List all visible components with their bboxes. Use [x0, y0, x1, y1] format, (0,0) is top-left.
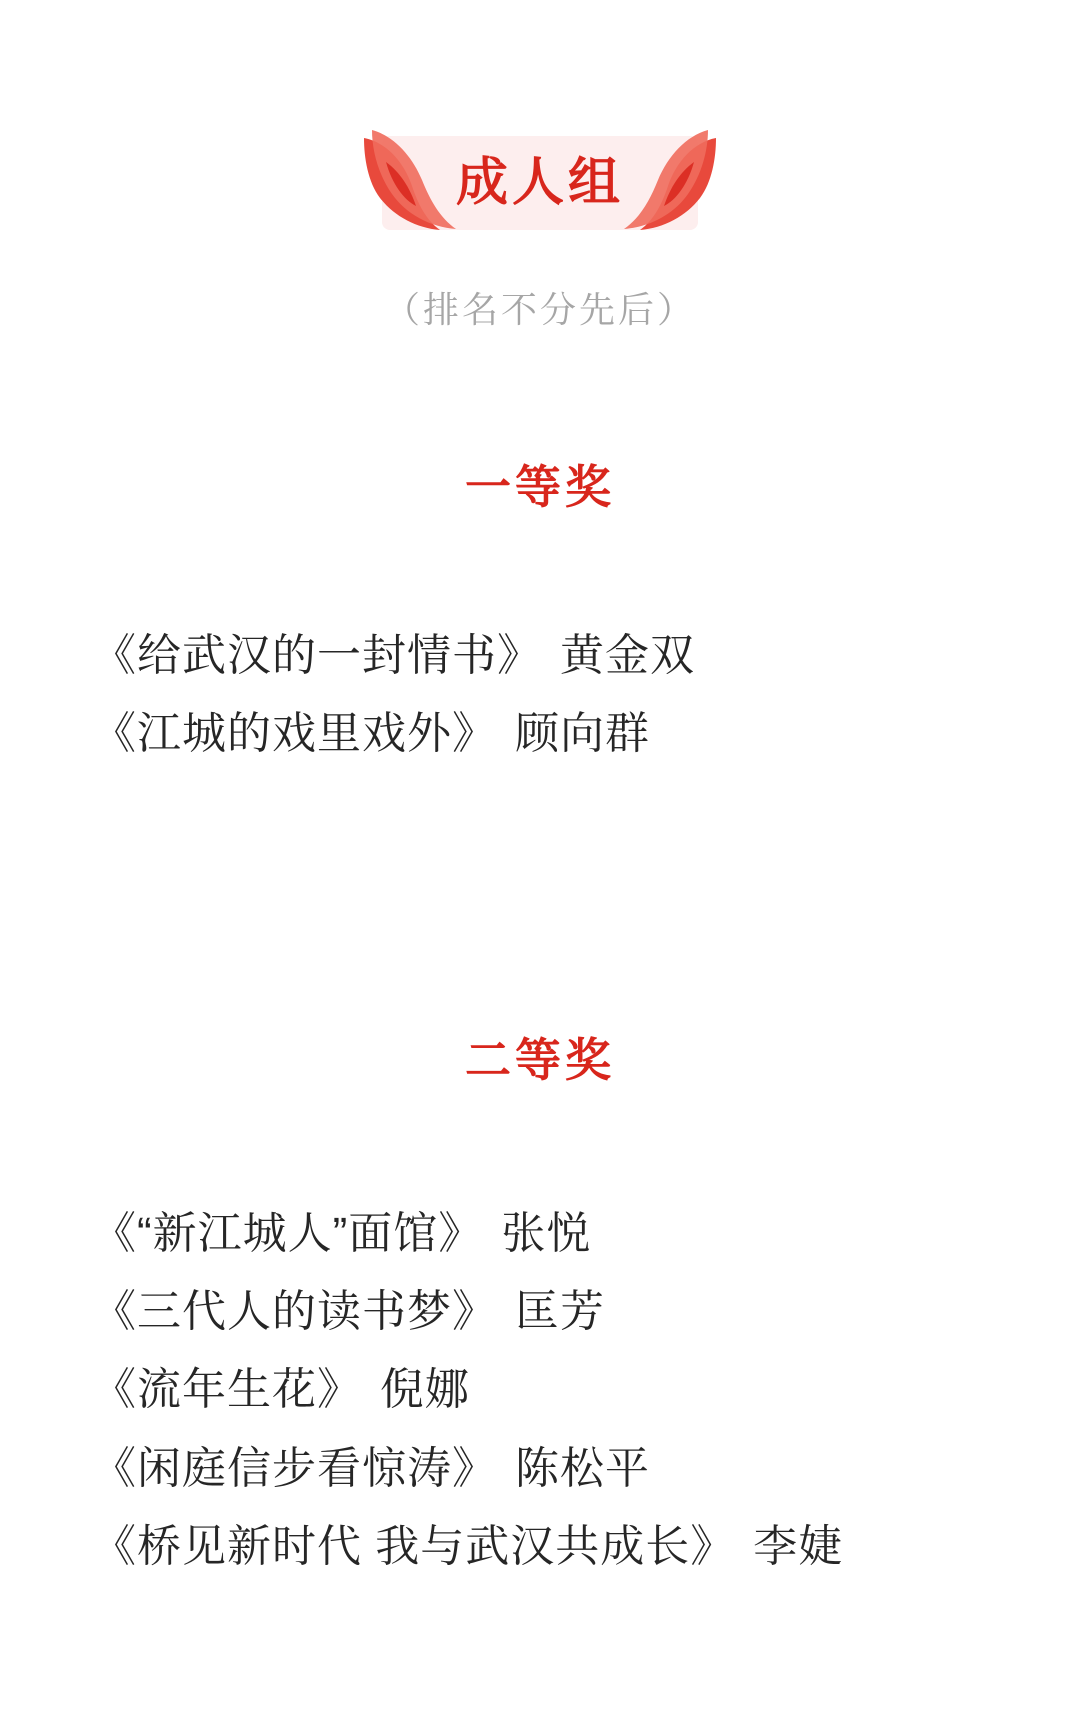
entry-list-first-prize: [0, 617, 1080, 774]
list-item: [92, 1508, 988, 1586]
title-banner: [360, 128, 720, 238]
list-item: [92, 1430, 988, 1508]
entry-author: 黄金双: [560, 631, 695, 680]
entry-author: 陈松平: [515, 1443, 650, 1493]
entry-work-title: 《桥见新时代 我与武汉共成长》: [92, 1521, 736, 1571]
entry-work-title: 《“新江城人”面馆》: [92, 1208, 484, 1258]
entry-work-title: 《给武汉的一封情书》: [92, 631, 542, 680]
list-item: [92, 1273, 988, 1351]
section-heading-first-prize: 一等奖: [465, 461, 615, 513]
entry-author: 顾向群: [515, 709, 650, 759]
banner-container: [0, 128, 1080, 238]
entry-work-title: 《江城的戏里戏外》: [92, 709, 497, 759]
entry-work-title: 《闲庭信步看惊涛》: [92, 1443, 497, 1493]
list-item: [92, 1195, 988, 1273]
list-item: [92, 695, 988, 773]
entry-work-title: 《流年生花》: [92, 1365, 362, 1415]
banner-title: 成人组: [455, 154, 624, 212]
list-item: [92, 617, 988, 695]
entry-author: 张悦: [501, 1208, 592, 1258]
entry-author: 倪娜: [380, 1365, 470, 1415]
entry-author: 李婕: [753, 1521, 844, 1571]
entry-work-title: 《三代人的读书梦》: [92, 1286, 497, 1336]
section-heading-second-prize: 二等奖: [465, 1033, 615, 1086]
entry-list-second-prize: [0, 1195, 1080, 1587]
list-item: [92, 1351, 988, 1429]
entry-author: 匡芳: [515, 1286, 605, 1336]
ranking-note: （排名不分先后）: [383, 289, 696, 330]
